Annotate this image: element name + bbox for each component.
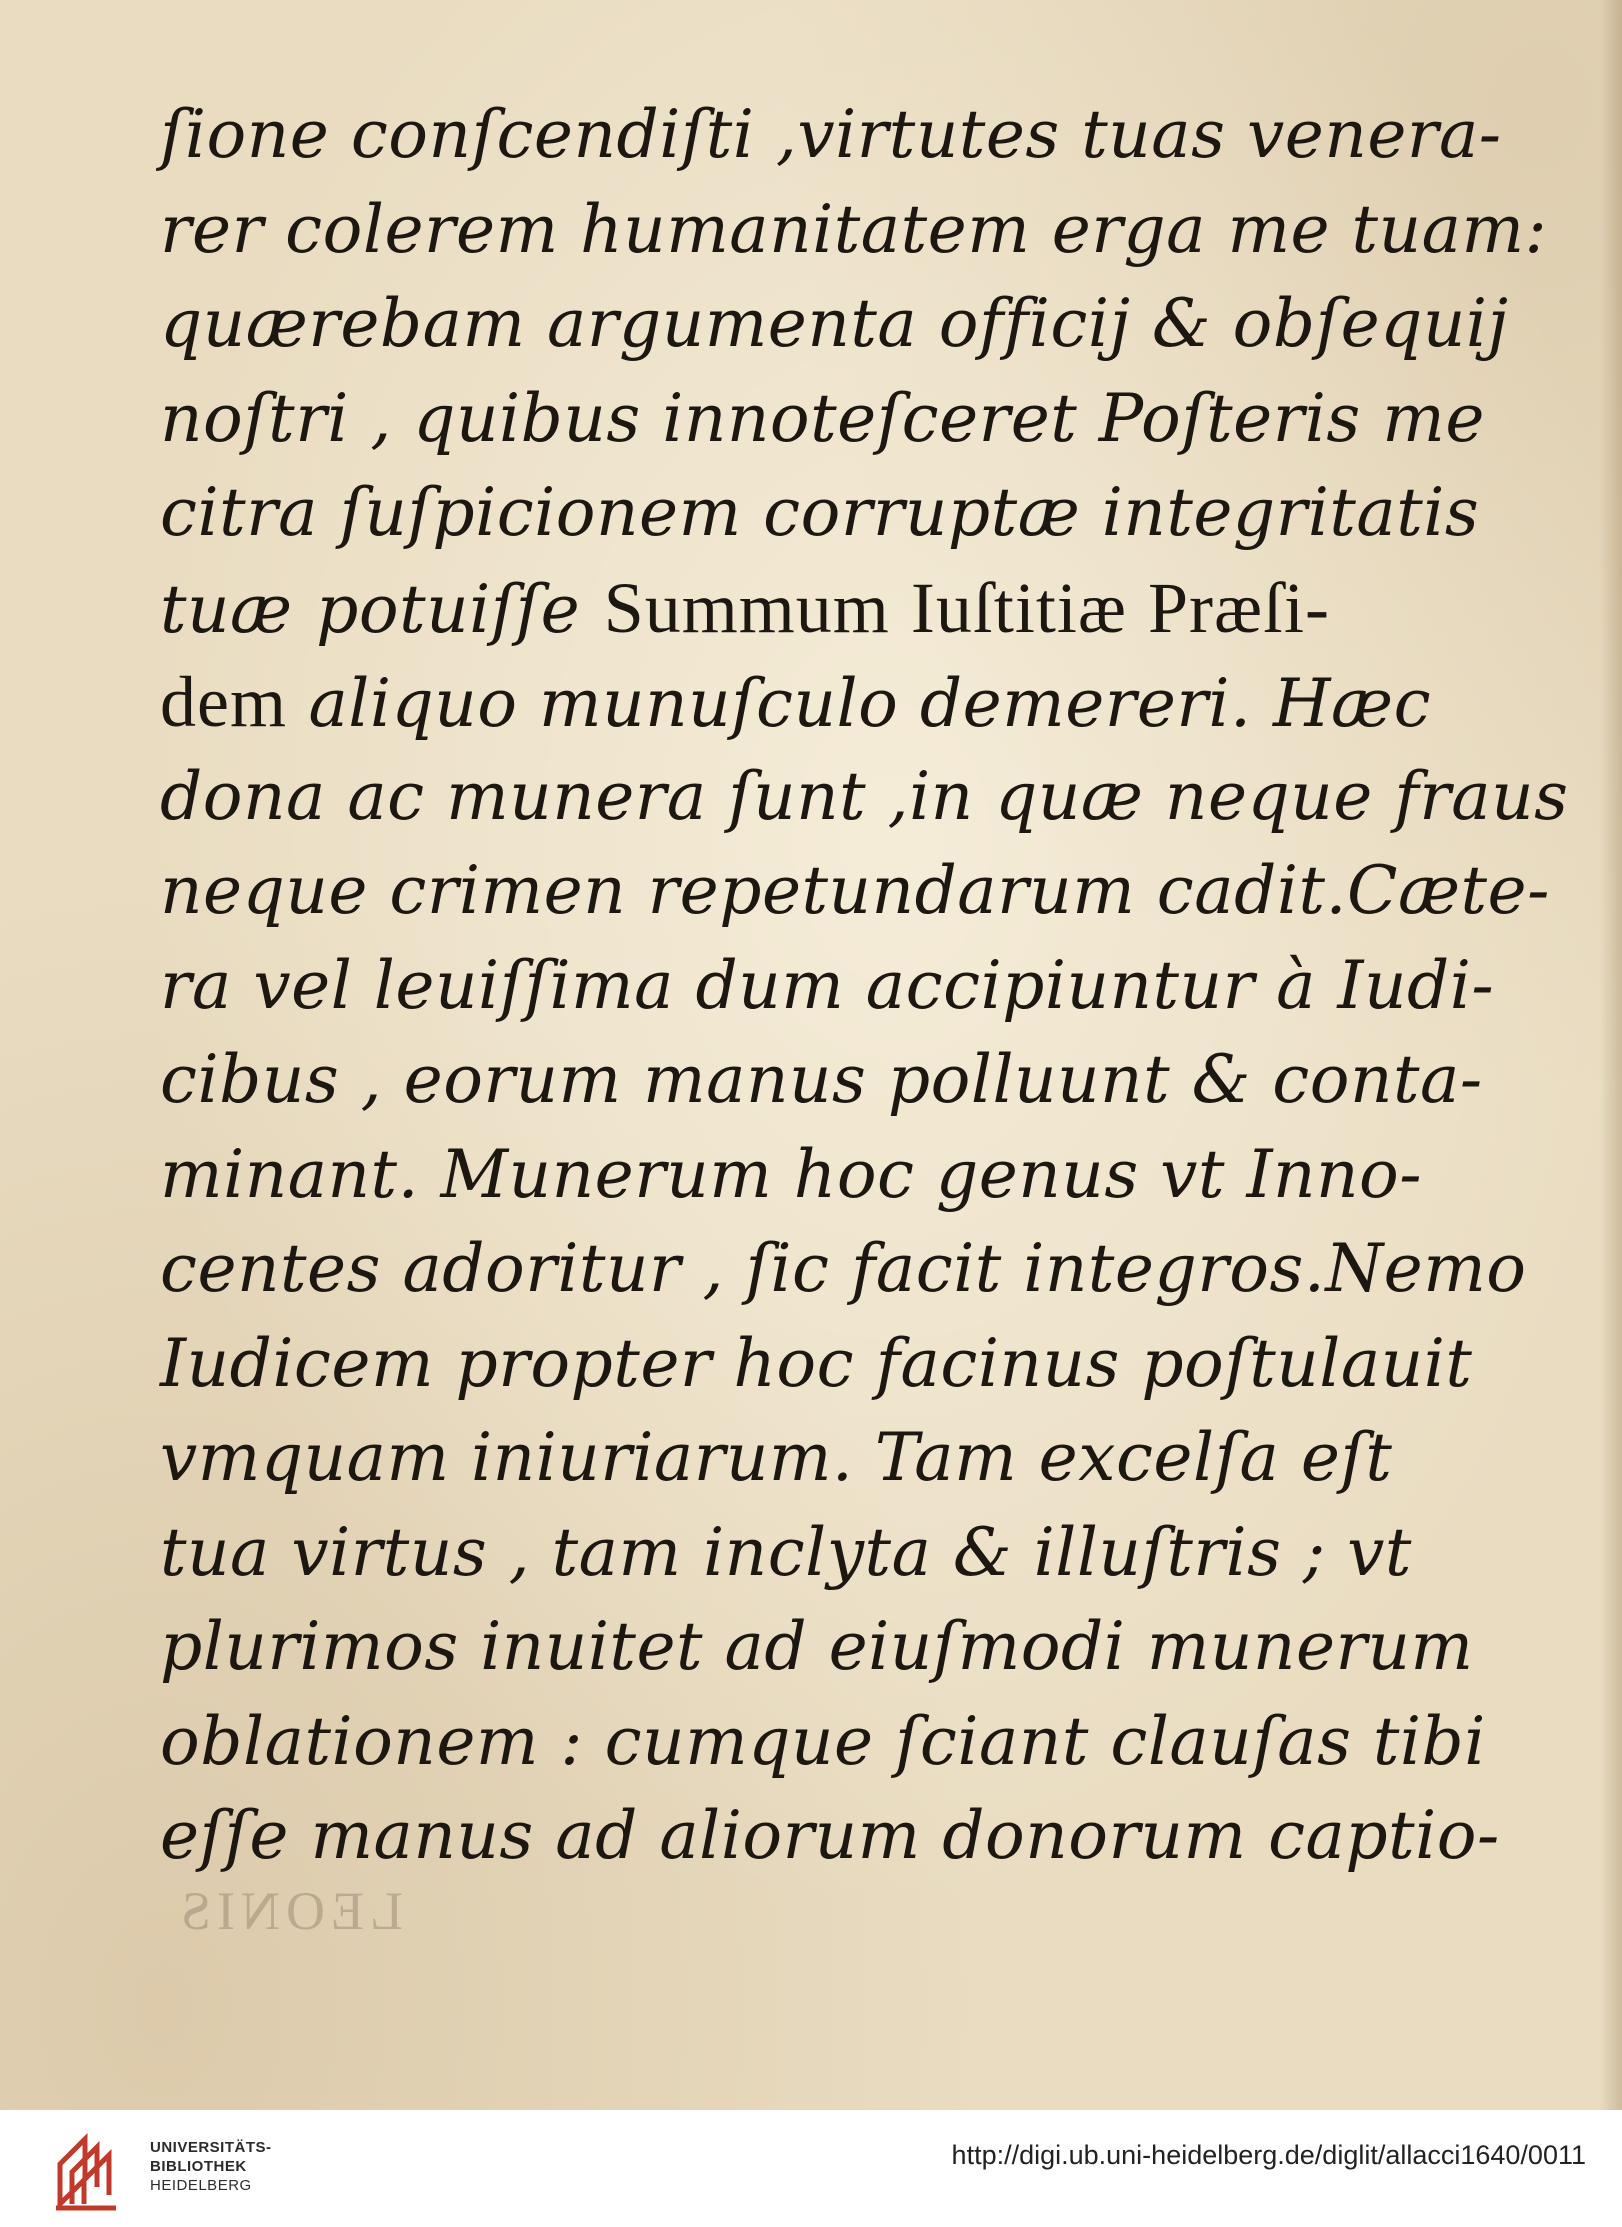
- text-line-mixed: [160, 561, 1330, 656]
- show-through-text: LEONIS: [175, 1881, 403, 1941]
- text-line: ſione conſcendiſti ,virtutes tuas venera-: [160, 96, 1502, 173]
- text-line: plurimos inuitet ad eiuſmodi munerum: [160, 1608, 1474, 1685]
- text-line-mixed: [160, 655, 1432, 750]
- roman-text: dem: [160, 662, 287, 742]
- italic-text: tuæ potuiſſe: [160, 570, 581, 648]
- text-line: rer colerem humanitatem erga me tuam:: [160, 190, 1548, 268]
- library-name-line: HEIDELBERG: [150, 2177, 252, 2194]
- text-line: noſtri , quibus innoteſceret Poſteris me: [160, 379, 1485, 457]
- text-line: dona ac munera ſunt ,in quæ neque fraus: [160, 757, 1569, 835]
- library-name: [150, 2138, 272, 2195]
- library-name-line: BIBLIOTHEK: [150, 2158, 247, 2175]
- text-line: quærebam argumenta officij & obſequij: [160, 285, 1509, 362]
- italic-text: aliquo munuſculo demereri. Hæc: [308, 665, 1432, 742]
- body-text: [160, 88, 1569, 1884]
- text-line: vmquam iniuriarum. Tam excelſa eſt: [160, 1419, 1393, 1496]
- text-line: centes adoritur , ſic facit integros.Nemo: [160, 1230, 1527, 1307]
- footer-bar: [0, 2110, 1622, 2227]
- text-line: Iudicem propter hoc facinus poſtulauit: [160, 1324, 1473, 1402]
- text-line: minant. Munerum hoc genus vt Inno-: [160, 1135, 1423, 1213]
- library-name-line: UNIVERSITÄTS-: [150, 2139, 272, 2156]
- roman-text: Summum Iuſtitiæ Præſi-: [603, 567, 1330, 648]
- permalink-url[interactable]: http://digi.ub.uni-heidelberg.de/diglit/allacci1640/0011: [951, 2140, 1586, 2170]
- text-line: tua virtus , tam inclyta & illuſtris ; vt: [160, 1513, 1412, 1591]
- text-line: oblationem : cumque ſciant clauſas tibi: [160, 1702, 1486, 1780]
- text-line: ra vel leuiſſima dum accipiuntur à Iudi-: [160, 946, 1495, 1024]
- university-library-logo-icon: [50, 2124, 140, 2214]
- text-line: neque crimen repetundarum cadit.Cæte-: [160, 852, 1550, 929]
- text-line: cibus , eorum manus polluunt & conta-: [160, 1041, 1483, 1118]
- text-line: citra ſuſpicionem corruptæ integritatis: [160, 474, 1480, 551]
- text-line: eſſe manus ad aliorum donorum captio-: [160, 1797, 1500, 1874]
